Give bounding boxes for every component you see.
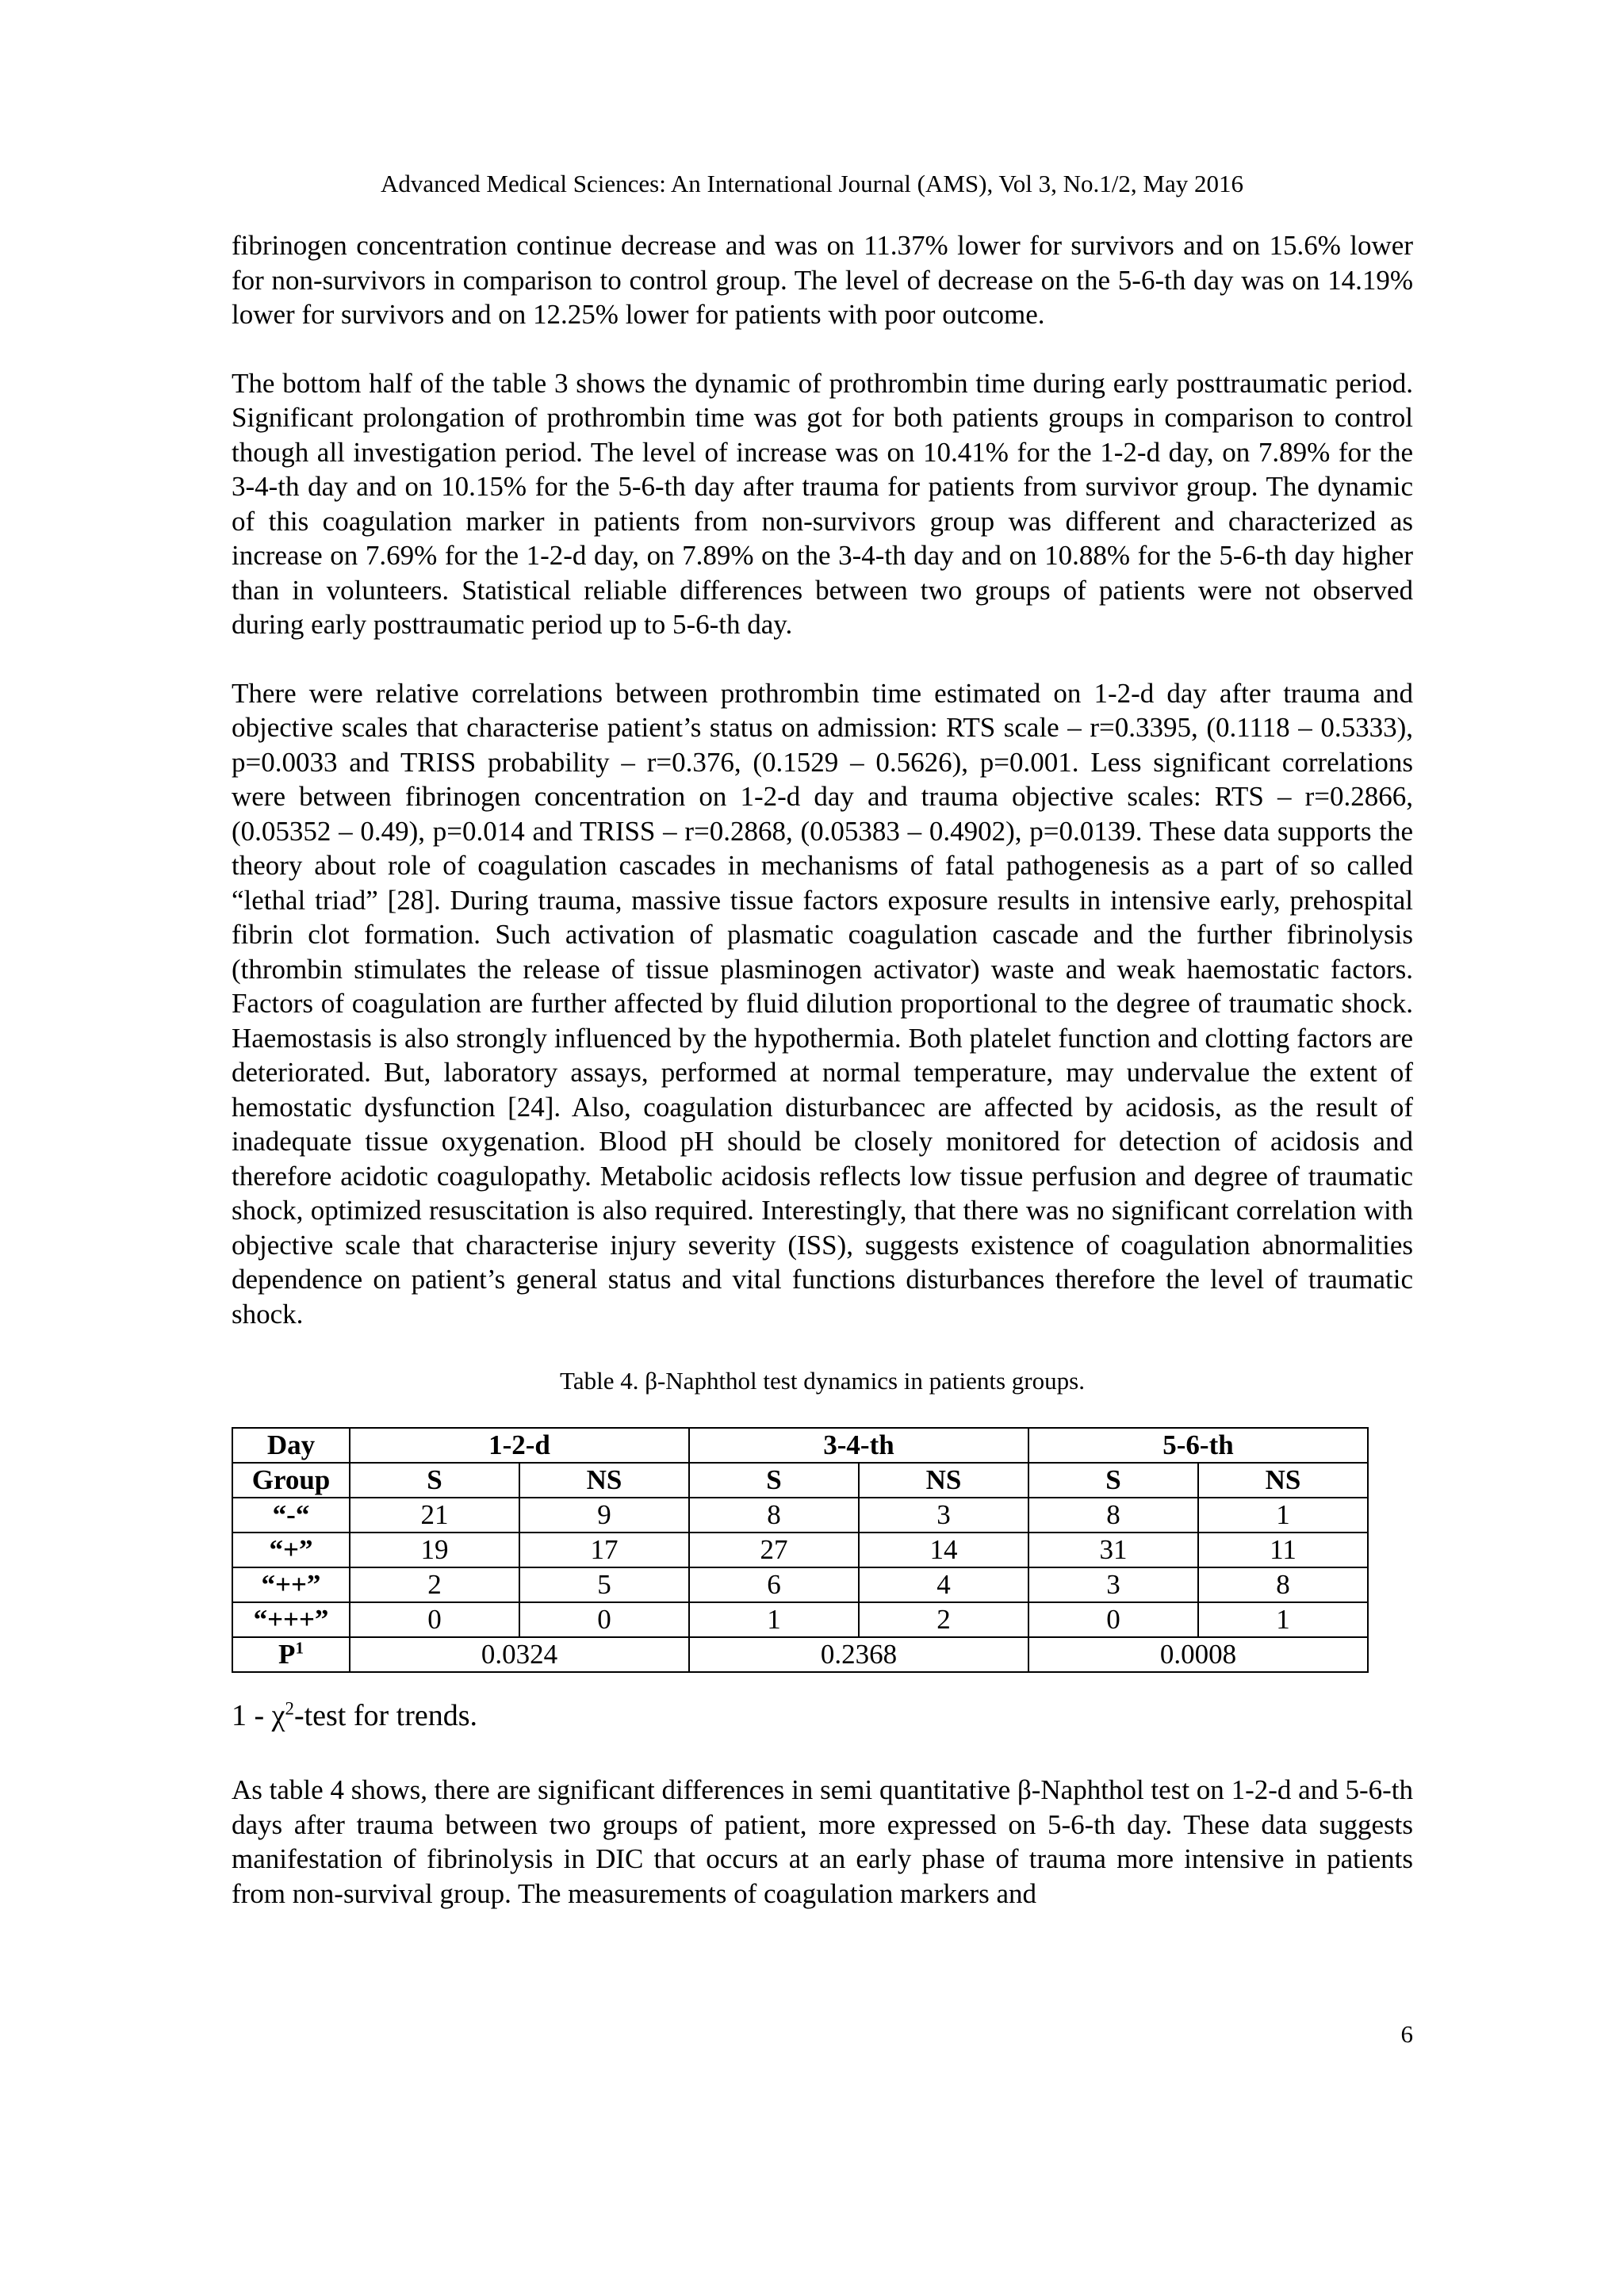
table-cell: 0: [1028, 1602, 1198, 1637]
table-row: [232, 1498, 1368, 1533]
day-header-5-6-th: 5-6-th: [1028, 1428, 1368, 1463]
table-cell: 1: [1198, 1498, 1368, 1533]
table-cell: 21: [350, 1498, 519, 1533]
table-cell: 31: [1028, 1533, 1198, 1567]
day-header-3-4-th: 3-4-th: [689, 1428, 1028, 1463]
table-cell: 1: [1198, 1602, 1368, 1637]
row-label-cell: “+”: [232, 1533, 350, 1567]
table-cell: 8: [1198, 1567, 1368, 1602]
p-label-superscript: 1: [295, 1638, 304, 1658]
row-label-cell: “++”: [232, 1567, 350, 1602]
table-caption: Table 4. β-Naphthol test dynamics in patients groups.: [560, 1367, 1085, 1395]
table-cell: 9: [519, 1498, 689, 1533]
table-row: [232, 1567, 1368, 1602]
group-header-cell: NS: [1198, 1463, 1368, 1498]
table-cell: 19: [350, 1533, 519, 1567]
table-cell: 2: [350, 1567, 519, 1602]
naphthol-test-table: [232, 1427, 1369, 1673]
table-cell: 14: [859, 1533, 1028, 1567]
table-cell: 0: [350, 1602, 519, 1637]
table-cell: 6: [689, 1567, 859, 1602]
table-cell: 11: [1198, 1533, 1368, 1567]
group-label-cell: Group: [232, 1463, 350, 1498]
day-header-1-2-d: 1-2-d: [350, 1428, 689, 1463]
table-cell: 8: [689, 1498, 859, 1533]
table-footnote: [232, 1697, 1413, 1735]
paragraph-prothrombin: The bottom half of the table 3 shows the dynamic of prothrombin time during early posttraumatic period. Significant prolongation of prothrombin time was got for both patients groups in comparison to control though all investigation period. The level of increase was on 10.41% for the 1-2-d day, on 7.89% for the 3-4-th day and on 10.15% for the 5-6-th day after trauma for patients from survivor group. The dynamic of this coagulation marker in patients from non-survivors group was different and characterized as increase on 7.69% for the 1-2-d day, on 7.89% on the 3-4-th day and on 10.88% for the 5-6-th day higher than in volunteers. Statistical reliable differences between two groups of patients were not observed during early posttraumatic period up to 5-6-th day.: [232, 367, 1413, 640]
p-value-cell: 0.2368: [689, 1637, 1028, 1672]
day-label-cell: Day: [232, 1428, 350, 1463]
row-label-cell: “-“: [232, 1498, 350, 1533]
paragraph-correlations: There were relative correlations between prothrombin time estimated on 1-2-d day after trauma and objective scales that characterise patient’s status on admission: RTS scale – r=0.3395, (0.1118 – 0.5333), p=0.0033 and TRISS probability – r=0.376, (0.1529 – 0.5626), p=0.001. Less significant correlations were between fibrinogen concentration on 1-2-d day and trauma objective scales: RTS – r=0.2866, (0.05352 – 0.49), p=0.014 and TRISS – r=0.2868, (0.05383 – 0.4902), p=0.0139. These data supports the theory about role of coagulation cascades in mechanisms of fatal pathogenesis as a part of so called “lethal triad” [28]. During trauma, massive tissue factors exposure results in intensive early, prehospital fibrin clot formation. Such activation of plasmatic coagulation cascade and the further fibrinolysis (thrombin stimulates the release of tissue plasminogen activator) waste and weak haemostatic factors. Factors of coagulation are further affected by fluid dilution proportional to the degree of traumatic shock. Haemostasis is also strongly influenced by the hypothermia. Both platelet function and clotting factors are deteriorated. But, laboratory assays, performed at normal temperature, may undervalue the extent of hemostatic dysfunction [24]. Also, coagulation disturbancec are affected by acidosis, as the result of inadequate tissue oxygenation. Blood pH should be closely monitored for detection of acidosis and therefore acidotic coagulopathy. Metabolic acidosis reflects low tissue perfusion and degree of traumatic shock, optimized resuscitation is also required. Interestingly, that there was no significant correlation with objective scale that characterise injury severity (ISS), suggests existence of coagulation abnormalities dependence on patient’s general status and vital functions disturbances therefore the level of traumatic shock.: [232, 677, 1413, 1330]
group-header-cell: NS: [519, 1463, 689, 1498]
page-number: 6: [1400, 2020, 1413, 2048]
footnote-suffix: -test for trends.: [293, 1699, 478, 1732]
table-cell: 1: [689, 1602, 859, 1637]
table-cell: 5: [519, 1567, 689, 1602]
table-cell: 4: [859, 1567, 1028, 1602]
table-row: [232, 1602, 1368, 1637]
p-label-cell: [232, 1637, 350, 1672]
group-header-cell: S: [689, 1463, 859, 1498]
table-cell: 27: [689, 1533, 859, 1567]
footnote-superscript: 2: [285, 1698, 294, 1719]
p-label: P: [278, 1639, 296, 1670]
group-header-cell: S: [1028, 1463, 1198, 1498]
footnote-prefix: 1 - χ: [232, 1699, 285, 1732]
running-header: Advanced Medical Sciences: An International Journal (AMS), Vol 3, No.1/2, May 2016: [381, 170, 1243, 197]
table-cell: 3: [1028, 1567, 1198, 1602]
table-cell: 0: [519, 1602, 689, 1637]
paragraph-closing: As table 4 shows, there are significant differences in semi quantitative β-Naphthol test on 1-2-d and 5-6-th days after trauma between two groups of patient, more expressed on 5-6-th day. These data suggests manifestation of fibrinolysis in DIC that occurs at an early phase of trauma more intensive in patients from non-survival group. The measurements of coagulation markers and: [232, 1774, 1413, 1909]
row-label-cell: “+++”: [232, 1602, 350, 1637]
main-content: [232, 228, 1413, 1945]
p-value-cell: 0.0324: [350, 1637, 689, 1672]
table-header-day-row: [232, 1428, 1368, 1463]
table-cell: 3: [859, 1498, 1028, 1533]
p-value-cell: 0.0008: [1028, 1637, 1368, 1672]
table-cell: 8: [1028, 1498, 1198, 1533]
table-row: [232, 1533, 1368, 1567]
table-cell: 17: [519, 1533, 689, 1567]
table-header-group-row: [232, 1463, 1368, 1498]
table-p-value-row: [232, 1637, 1368, 1672]
paragraph-fibrinogen: fibrinogen concentration continue decrease and was on 11.37% lower for survivors and on 15.6% lower for non-survivors in comparison to control group. The level of decrease on the 5-6-th day was on 14.19% lower for survivors and on 12.25% lower for patients with poor outcome.: [232, 230, 1413, 330]
group-header-cell: S: [350, 1463, 519, 1498]
table-cell: 2: [859, 1602, 1028, 1637]
group-header-cell: NS: [859, 1463, 1028, 1498]
